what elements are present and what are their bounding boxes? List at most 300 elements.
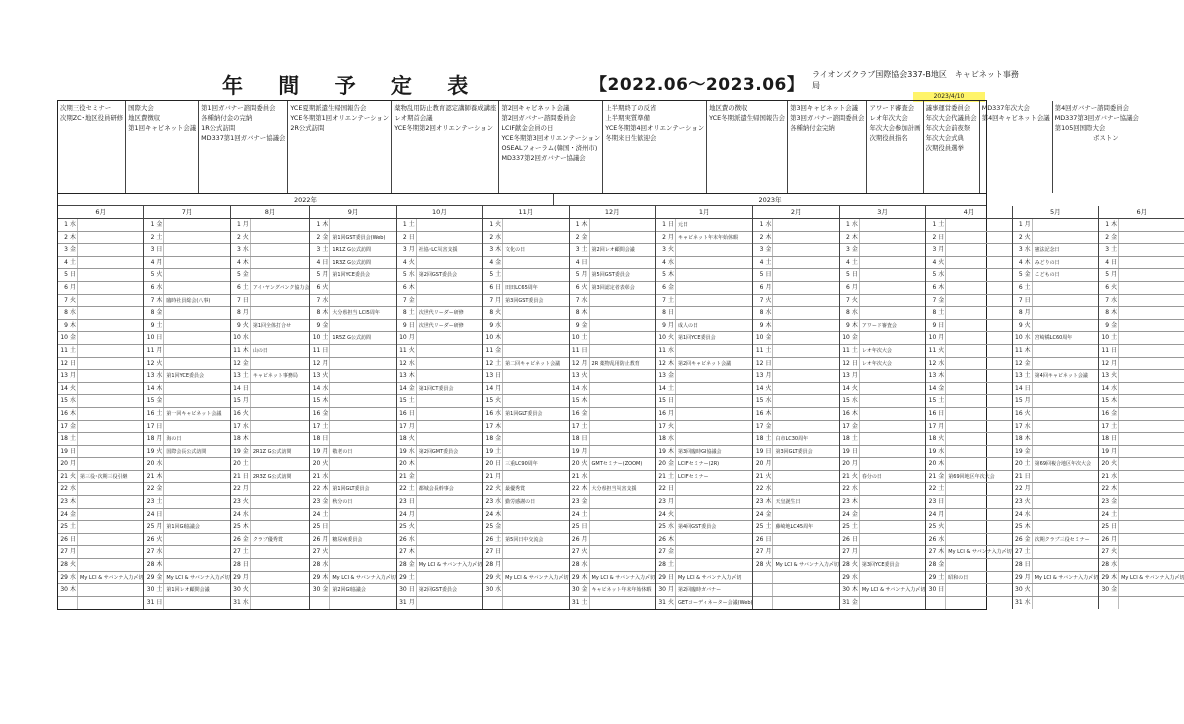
day-event: 第1回YCE委員会 — [677, 335, 716, 342]
day-number: 12 — [146, 359, 155, 367]
day-number: 21 — [312, 472, 321, 480]
day-row — [1013, 257, 1098, 270]
day-row — [231, 320, 310, 333]
day-number: 3 — [64, 246, 68, 254]
day-event — [590, 471, 655, 483]
day-row — [58, 546, 143, 559]
weekday-label: 火 — [494, 307, 503, 319]
day-event — [503, 446, 568, 458]
day-event: 田田LC65周年 — [505, 284, 538, 291]
day-row — [397, 320, 482, 333]
day-row — [1013, 458, 1098, 471]
weekday-label: 木 — [581, 395, 590, 407]
day-row — [570, 496, 655, 509]
weekday-label: 日 — [321, 521, 330, 533]
day-number: 18 — [842, 435, 850, 443]
day-event — [1033, 597, 1098, 610]
weekday-label: 木 — [408, 546, 417, 558]
day-event — [1033, 483, 1098, 495]
day-number: 6 — [1018, 283, 1023, 291]
day-row — [926, 395, 1011, 408]
day-number: 21 — [60, 472, 68, 480]
day-row — [1013, 383, 1098, 396]
day-row — [1099, 395, 1184, 408]
day-event — [78, 395, 143, 407]
month-header: 11月 — [483, 206, 568, 219]
weekday-label: 金 — [581, 584, 590, 596]
weekday-label: 火 — [581, 370, 590, 382]
weekday-label: 水 — [155, 458, 164, 470]
weekday-label: 火 — [408, 257, 417, 269]
day-number: 16 — [842, 409, 850, 417]
day-number: 5 — [662, 271, 666, 279]
day-event: 大分県担当災害支援 — [591, 486, 637, 493]
day-row — [231, 383, 310, 396]
day-event: My LCI & サバンナ入力〆切 — [1121, 574, 1184, 581]
day-number: 29 — [312, 573, 321, 581]
weekday-label: 火 — [764, 559, 773, 571]
day-row — [310, 232, 395, 245]
day-number: 16 — [233, 409, 241, 417]
weekday-label: 土 — [667, 559, 676, 571]
day-event — [860, 496, 925, 508]
weekday-label: 金 — [155, 395, 164, 407]
event-item: 第2回キャビネット会議 — [501, 104, 570, 112]
day-row — [570, 509, 655, 522]
day-event — [773, 471, 838, 483]
weekday-label: 月 — [581, 269, 590, 281]
day-number: 1 — [1018, 221, 1023, 228]
weekday-label: 火 — [494, 483, 503, 495]
weekday-label: 木 — [242, 257, 251, 269]
day-row — [231, 295, 310, 308]
day-event — [251, 433, 310, 445]
day-event: 第5回日中交流会 — [505, 536, 544, 543]
weekday-label: 月 — [69, 546, 78, 558]
day-event — [860, 383, 925, 395]
event-item: ボストン — [1054, 134, 1119, 142]
event-column — [288, 101, 392, 193]
weekday-label: 木 — [69, 408, 78, 420]
event-item: 各種納付金完納 — [790, 124, 835, 132]
day-event — [773, 421, 838, 433]
weekday-label: 月 — [1024, 219, 1033, 231]
day-event — [773, 307, 838, 319]
day-event — [773, 370, 838, 382]
day-row — [570, 572, 655, 585]
day-row — [483, 345, 568, 358]
day-row — [1013, 282, 1098, 295]
day-event: 第2回GMT委員会 — [418, 448, 459, 455]
day-event — [1119, 584, 1184, 596]
weekday-label: 土 — [69, 257, 78, 269]
day-number: 2 — [575, 233, 580, 241]
weekday-label: 火 — [937, 521, 946, 533]
weekday-label: 木 — [242, 521, 251, 533]
weekday-label: 火 — [155, 446, 164, 458]
day-row — [1013, 496, 1098, 509]
weekday-label: 日 — [494, 458, 503, 470]
day-row — [397, 458, 482, 471]
weekday-label: 月 — [581, 534, 590, 546]
event-item: 第1回キャビネット会議 — [128, 124, 197, 132]
day-number: 4 — [316, 258, 321, 266]
weekday-label: 木 — [155, 471, 164, 483]
weekday-label: 月 — [408, 244, 417, 256]
day-row — [570, 584, 655, 597]
day-number: 16 — [60, 409, 68, 417]
day-row — [58, 572, 143, 585]
day-number: 26 — [571, 535, 580, 543]
weekday-label: 金 — [581, 320, 590, 332]
day-row — [656, 257, 753, 270]
day-row — [483, 244, 568, 257]
day-event: 元日 — [677, 222, 688, 228]
day-number: 16 — [755, 409, 764, 417]
day-row — [397, 496, 482, 509]
day-row — [483, 370, 568, 383]
day-number: 1 — [402, 221, 407, 228]
day-number: 14 — [399, 384, 407, 392]
day-event — [773, 383, 838, 395]
weekday-label: 土 — [155, 496, 164, 508]
day-row — [926, 446, 1011, 459]
weekday-label: 土 — [667, 471, 676, 483]
day-event: 第1回レオ顧問会議 — [166, 587, 210, 594]
day-row — [483, 383, 568, 396]
weekday-label: 木 — [667, 269, 676, 281]
event-item: レオ期首会議 — [394, 114, 433, 122]
day-event — [676, 269, 753, 281]
weekday-label: 木 — [937, 370, 946, 382]
weekday-label: 日 — [321, 345, 330, 357]
day-number: 29 — [658, 573, 666, 581]
day-event: 最優秀賞 — [505, 486, 526, 493]
day-number: 1 — [316, 221, 321, 228]
day-event: My LCI & サバンナ入力〆切 — [591, 574, 655, 581]
weekday-label: 月 — [1024, 572, 1033, 584]
year-2023-label: 2023年 — [758, 196, 782, 204]
day-row — [397, 332, 482, 345]
day-event — [78, 282, 143, 294]
day-event — [251, 307, 310, 319]
day-event — [330, 345, 395, 357]
day-row — [926, 269, 1011, 282]
weekday-label: 月 — [1024, 307, 1033, 319]
day-row — [1099, 295, 1184, 308]
day-row — [310, 597, 395, 610]
day-row — [397, 269, 482, 282]
day-number: 14 — [842, 384, 850, 392]
day-number: 28 — [755, 561, 764, 569]
day-number: 26 — [399, 535, 407, 543]
day-event — [773, 358, 838, 370]
day-event — [1033, 408, 1098, 420]
day-row — [656, 232, 753, 245]
weekday-label: 木 — [69, 320, 78, 332]
day-row — [926, 320, 1011, 333]
weekday-label: 土 — [494, 358, 503, 370]
day-event — [860, 534, 925, 546]
weekday-label: 木 — [1110, 483, 1119, 495]
day-number: 21 — [1015, 472, 1023, 480]
day-event — [946, 597, 1011, 610]
day-row — [840, 257, 925, 270]
day-row — [753, 320, 838, 333]
day-row — [1099, 546, 1184, 559]
day-number: 10 — [928, 334, 937, 342]
event-item: 上半期実質準備 — [605, 114, 651, 122]
event-item: 地区費の徴収 — [709, 104, 748, 112]
weekday-label: 土 — [242, 546, 251, 558]
day-number: 28 — [485, 561, 494, 569]
day-row — [753, 370, 838, 383]
day-number: 20 — [755, 460, 764, 468]
day-number: 24 — [842, 510, 850, 518]
day-number: 25 — [399, 523, 407, 531]
day-number: 12 — [233, 359, 241, 367]
day-event — [860, 421, 925, 433]
event-item: YCE冬期第3回オリエンテーション — [501, 134, 601, 142]
day-number: 12 — [842, 359, 850, 367]
day-event — [164, 471, 229, 483]
day-number: 4 — [489, 258, 494, 266]
day-row — [840, 332, 925, 345]
weekday-label: 木 — [321, 483, 330, 495]
day-number: 24 — [755, 510, 764, 518]
day-row — [144, 534, 229, 547]
day-event — [164, 496, 229, 508]
day-event — [78, 496, 143, 508]
day-number: 14 — [1101, 384, 1110, 392]
day-number: 3 — [846, 246, 850, 254]
day-number — [1099, 597, 1110, 610]
weekday-label: 火 — [321, 546, 330, 558]
day-number: 31 — [1015, 598, 1023, 606]
day-number: 7 — [575, 296, 580, 304]
weekday-label: 金 — [581, 408, 590, 420]
day-event — [164, 483, 229, 495]
day-event: キャビネット年末年始休暇 — [677, 234, 738, 241]
day-event — [417, 534, 482, 546]
day-event: 第一回キャビネット会議 — [166, 410, 222, 417]
day-row — [231, 433, 310, 446]
day-event — [773, 332, 838, 344]
weekday-label: 月 — [581, 446, 590, 458]
day-event — [1119, 458, 1184, 470]
weekday-label: 日 — [242, 559, 251, 571]
day-number: 31 — [842, 598, 850, 606]
day-event — [590, 395, 655, 407]
day-row — [926, 232, 1011, 245]
day-event — [164, 559, 229, 571]
weekday-label: 土 — [155, 232, 164, 244]
day-row — [310, 559, 395, 572]
day-number: 19 — [1015, 447, 1023, 455]
day-row — [231, 572, 310, 585]
day-event — [417, 332, 482, 344]
day-event — [164, 232, 229, 244]
weekday-label — [69, 597, 78, 610]
day-row — [310, 421, 395, 434]
weekday-label: 水 — [764, 395, 773, 407]
weekday-label: 月 — [242, 395, 251, 407]
day-event — [330, 521, 395, 533]
day-row — [483, 597, 568, 610]
day-row — [753, 509, 838, 522]
day-row — [231, 559, 310, 572]
day-row — [310, 383, 395, 396]
day-row — [1099, 521, 1184, 534]
day-event — [1119, 408, 1184, 420]
event-item: 第3回ガバナー諮問委員会 — [790, 114, 865, 122]
day-event: クラブ優秀賞 — [252, 536, 283, 543]
day-number: 21 — [233, 472, 241, 480]
weekday-label: 金 — [937, 471, 946, 483]
weekday-label: 水 — [494, 232, 503, 244]
day-number: 9 — [1018, 321, 1023, 329]
weekday-label: 土 — [408, 219, 417, 231]
day-row — [310, 446, 395, 459]
weekday-label: 火 — [155, 358, 164, 370]
day-row — [144, 358, 229, 371]
day-row — [570, 458, 655, 471]
weekday-label: 土 — [937, 219, 946, 231]
day-row — [58, 370, 143, 383]
day-event — [78, 483, 143, 495]
day-row — [840, 559, 925, 572]
day-row — [397, 572, 482, 585]
day-row — [570, 282, 655, 295]
month-header: 6月 — [1099, 206, 1184, 219]
day-number: 10 — [755, 334, 764, 342]
event-item: 年次大会参加計画 — [869, 124, 921, 132]
day-event — [164, 269, 229, 281]
day-number: 9 — [759, 321, 764, 329]
day-number: 29 — [399, 573, 407, 581]
event-item: 第105回国際大会 — [1054, 124, 1106, 132]
day-number: 19 — [571, 447, 580, 455]
day-number: 17 — [842, 422, 850, 430]
day-event — [1119, 521, 1184, 533]
day-row — [58, 295, 143, 308]
weekday-label: 日 — [242, 383, 251, 395]
day-number: 28 — [60, 561, 68, 569]
day-event — [1033, 446, 1098, 458]
day-row — [570, 307, 655, 320]
weekday-label: 木 — [155, 383, 164, 395]
weekday-label: 金 — [764, 509, 773, 521]
day-event — [676, 509, 753, 521]
day-number: 17 — [755, 422, 764, 430]
day-number: 2 — [64, 233, 68, 241]
day-event — [78, 257, 143, 269]
day-row — [397, 559, 482, 572]
day-number: 6 — [316, 283, 321, 291]
event-item: 1R公式訪問 — [201, 124, 236, 132]
day-row — [1099, 370, 1184, 383]
day-event — [1119, 496, 1184, 508]
day-event — [330, 471, 395, 483]
weekday-label: 金 — [494, 521, 503, 533]
day-row — [231, 483, 310, 496]
day-event — [1119, 358, 1184, 370]
weekday-label: 月 — [1024, 395, 1033, 407]
day-number: 1 — [150, 221, 155, 228]
day-event — [676, 408, 753, 420]
day-number: 20 — [1101, 460, 1110, 468]
events-row — [58, 101, 1139, 194]
day-number: 18 — [233, 435, 241, 443]
day-number: 16 — [1101, 409, 1110, 417]
weekday-label: 水 — [408, 358, 417, 370]
day-row — [926, 521, 1011, 534]
day-number: 19 — [928, 447, 937, 455]
weekday-label: 土 — [408, 395, 417, 407]
day-event — [503, 471, 568, 483]
day-row — [397, 408, 482, 421]
weekday-label: 木 — [1024, 433, 1033, 445]
day-event: 第三役･次期三役引継 — [80, 473, 128, 480]
day-event — [1033, 383, 1098, 395]
day-number: 12 — [1101, 359, 1110, 367]
day-row — [58, 534, 143, 547]
day-row — [58, 471, 143, 484]
weekday-label: 水 — [321, 471, 330, 483]
day-row — [58, 458, 143, 471]
weekday-label: 日 — [242, 295, 251, 307]
day-event — [164, 597, 229, 610]
weekday-label: 月 — [937, 244, 946, 256]
weekday-label: 月 — [764, 458, 773, 470]
day-row — [144, 219, 229, 232]
day-number: 3 — [1018, 246, 1023, 254]
event-item: 薬物乱用防止教育認定講師養成講座 — [394, 104, 497, 112]
day-row — [926, 597, 1011, 610]
weekday-label: 日 — [581, 433, 590, 445]
day-event — [946, 332, 1011, 344]
day-row — [926, 332, 1011, 345]
day-row — [1099, 471, 1184, 484]
month-header: 5月 — [1013, 206, 1098, 219]
weekday-label: 水 — [581, 295, 590, 307]
day-event — [946, 395, 1011, 407]
day-number: 12 — [571, 359, 580, 367]
day-row — [570, 345, 655, 358]
day-row — [483, 358, 568, 371]
day-event — [78, 232, 143, 244]
day-event — [946, 232, 1011, 244]
day-number: 4 — [402, 258, 407, 266]
weekday-label: 日 — [937, 232, 946, 244]
day-event — [1119, 534, 1184, 546]
weekday-label: 木 — [1110, 219, 1119, 231]
day-event — [860, 446, 925, 458]
day-row — [310, 584, 395, 597]
day-number: 22 — [233, 485, 241, 493]
day-row — [1013, 345, 1098, 358]
day-row — [144, 383, 229, 396]
day-row — [58, 257, 143, 270]
day-event — [676, 395, 753, 407]
day-number: 24 — [399, 510, 407, 518]
day-row — [570, 559, 655, 572]
day-row — [753, 332, 838, 345]
weekday-label: 水 — [851, 307, 860, 319]
day-row — [1099, 446, 1184, 459]
day-number: 11 — [399, 346, 407, 354]
weekday-label: 日 — [851, 534, 860, 546]
